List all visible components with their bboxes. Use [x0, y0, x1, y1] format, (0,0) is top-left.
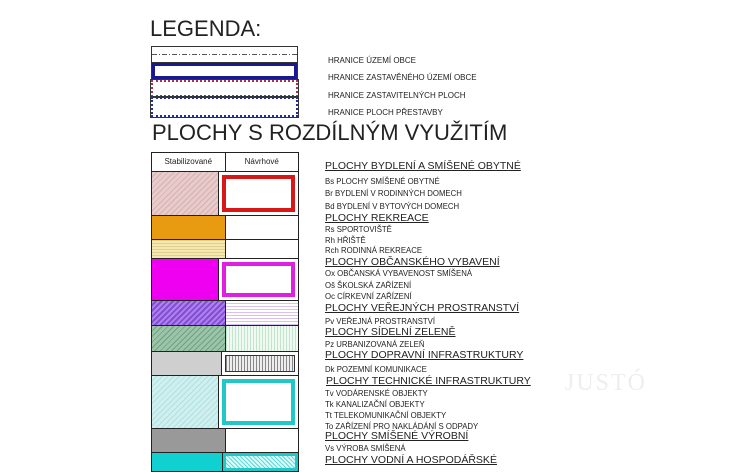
swatch-row-technical — [151, 375, 299, 429]
swatch-row-sport — [151, 215, 299, 240]
swatch-row-housing — [151, 171, 299, 216]
swatch-row-family-recreation — [151, 239, 299, 259]
boundary-label: HRANICE PLOCH PŘESTAVBY — [328, 108, 443, 117]
swatch-row-public-space — [151, 300, 299, 326]
section-title: PLOCHY S ROZDÍLNÝM VYUŽITÍM — [152, 120, 508, 145]
category-item: Bd BYDLENÍ V BYTOVÝCH DOMECH — [325, 202, 460, 211]
swatch-row-water — [151, 452, 299, 472]
category-item: Bs PLOCHY SMÍŠENÉ OBYTNÉ — [325, 177, 440, 186]
header-stabilized: Stabilizované — [152, 153, 226, 171]
category-heading: PLOCHY VEŘEJNÝCH PROSTRANSTVÍ — [325, 302, 520, 314]
category-item: Tv VODÁRENSKÉ OBJEKTY — [325, 389, 428, 398]
category-item: Tk KANALIZAČNÍ OBJEKTY — [325, 400, 425, 409]
swatch-row-transport — [151, 351, 299, 376]
watermark: JUSTÓ — [565, 370, 648, 396]
swatch-row-production — [151, 428, 299, 453]
boundary-label: HRANICE ZASTAVITELNÝCH PLOCH — [328, 91, 466, 100]
boundary-label: HRANICE ZASTAVĚNÉHO ÚZEMÍ OBCE — [328, 73, 477, 82]
category-item: Oc CÍRKEVNÍ ZAŘÍZENÍ — [325, 292, 412, 301]
legend-title: LEGENDA: — [150, 16, 262, 41]
table-header — [151, 152, 299, 172]
category-heading: PLOCHY OBČANSKÉHO VYBAVENÍ — [325, 256, 500, 268]
category-item: Tt TELEKOMUNIKAČNÍ OBJEKTY — [325, 411, 447, 420]
category-heading: PLOCHY SMÍŠENÉ VÝROBNÍ — [325, 430, 469, 442]
category-item: Vs VÝROBA SMÍŠENÁ — [325, 444, 406, 453]
category-heading: PLOCHY DOPRAVNÍ INFRASTRUKTURY — [325, 349, 524, 361]
category-heading: PLOCHY BYDLENÍ A SMÍŠENÉ OBYTNÉ — [325, 160, 521, 172]
category-item: Ox OBČANSKÁ VYBAVENOST SMÍŠENÁ — [325, 269, 473, 278]
header-proposed: Návrhové — [244, 157, 279, 166]
category-item: Dk POZEMNÍ KOMUNIKACE — [325, 365, 427, 374]
category-item: Rh HŘIŠTĚ — [325, 236, 366, 245]
category-item: Oš ŠKOLSKÁ ZAŘÍZENÍ — [325, 281, 412, 290]
category-item: To ZAŘÍZENÍ PRO NAKLÁDÁNÍ S ODPADY — [325, 422, 479, 431]
category-heading: PLOCHY REKREACE — [325, 212, 429, 224]
category-item: Rs SPORTOVIŠTĚ — [325, 225, 392, 234]
category-heading: PLOCHY SÍDELNÍ ZELENĚ — [325, 326, 456, 338]
built-up-boundary-swatch — [151, 63, 298, 80]
buildable-boundary-swatch — [151, 80, 298, 97]
category-item: Br BYDLENÍ V RODINNÝCH DOMECH — [325, 189, 462, 198]
category-item: Pz URBANIZOVANÁ ZELEŇ — [325, 340, 425, 349]
category-heading: PLOCHY VODNÍ A HOSPODÁŘSKÉ — [325, 454, 497, 466]
boundary-label: HRANICE ÚZEMÍ OBCE — [328, 56, 417, 65]
swatch-row-civic — [151, 258, 299, 301]
category-heading: PLOCHY TECHNICKÉ INFRASTRUKTURY — [326, 375, 531, 387]
category-item: Rch RODINNÁ REKREACE — [325, 246, 423, 255]
category-item: Pv VEŘEJNÁ PROSTRANSTVÍ — [325, 317, 436, 326]
swatch-row-greenery — [151, 325, 299, 352]
redevelopment-boundary-swatch — [151, 97, 298, 117]
municipality-boundary-swatch — [151, 46, 298, 63]
